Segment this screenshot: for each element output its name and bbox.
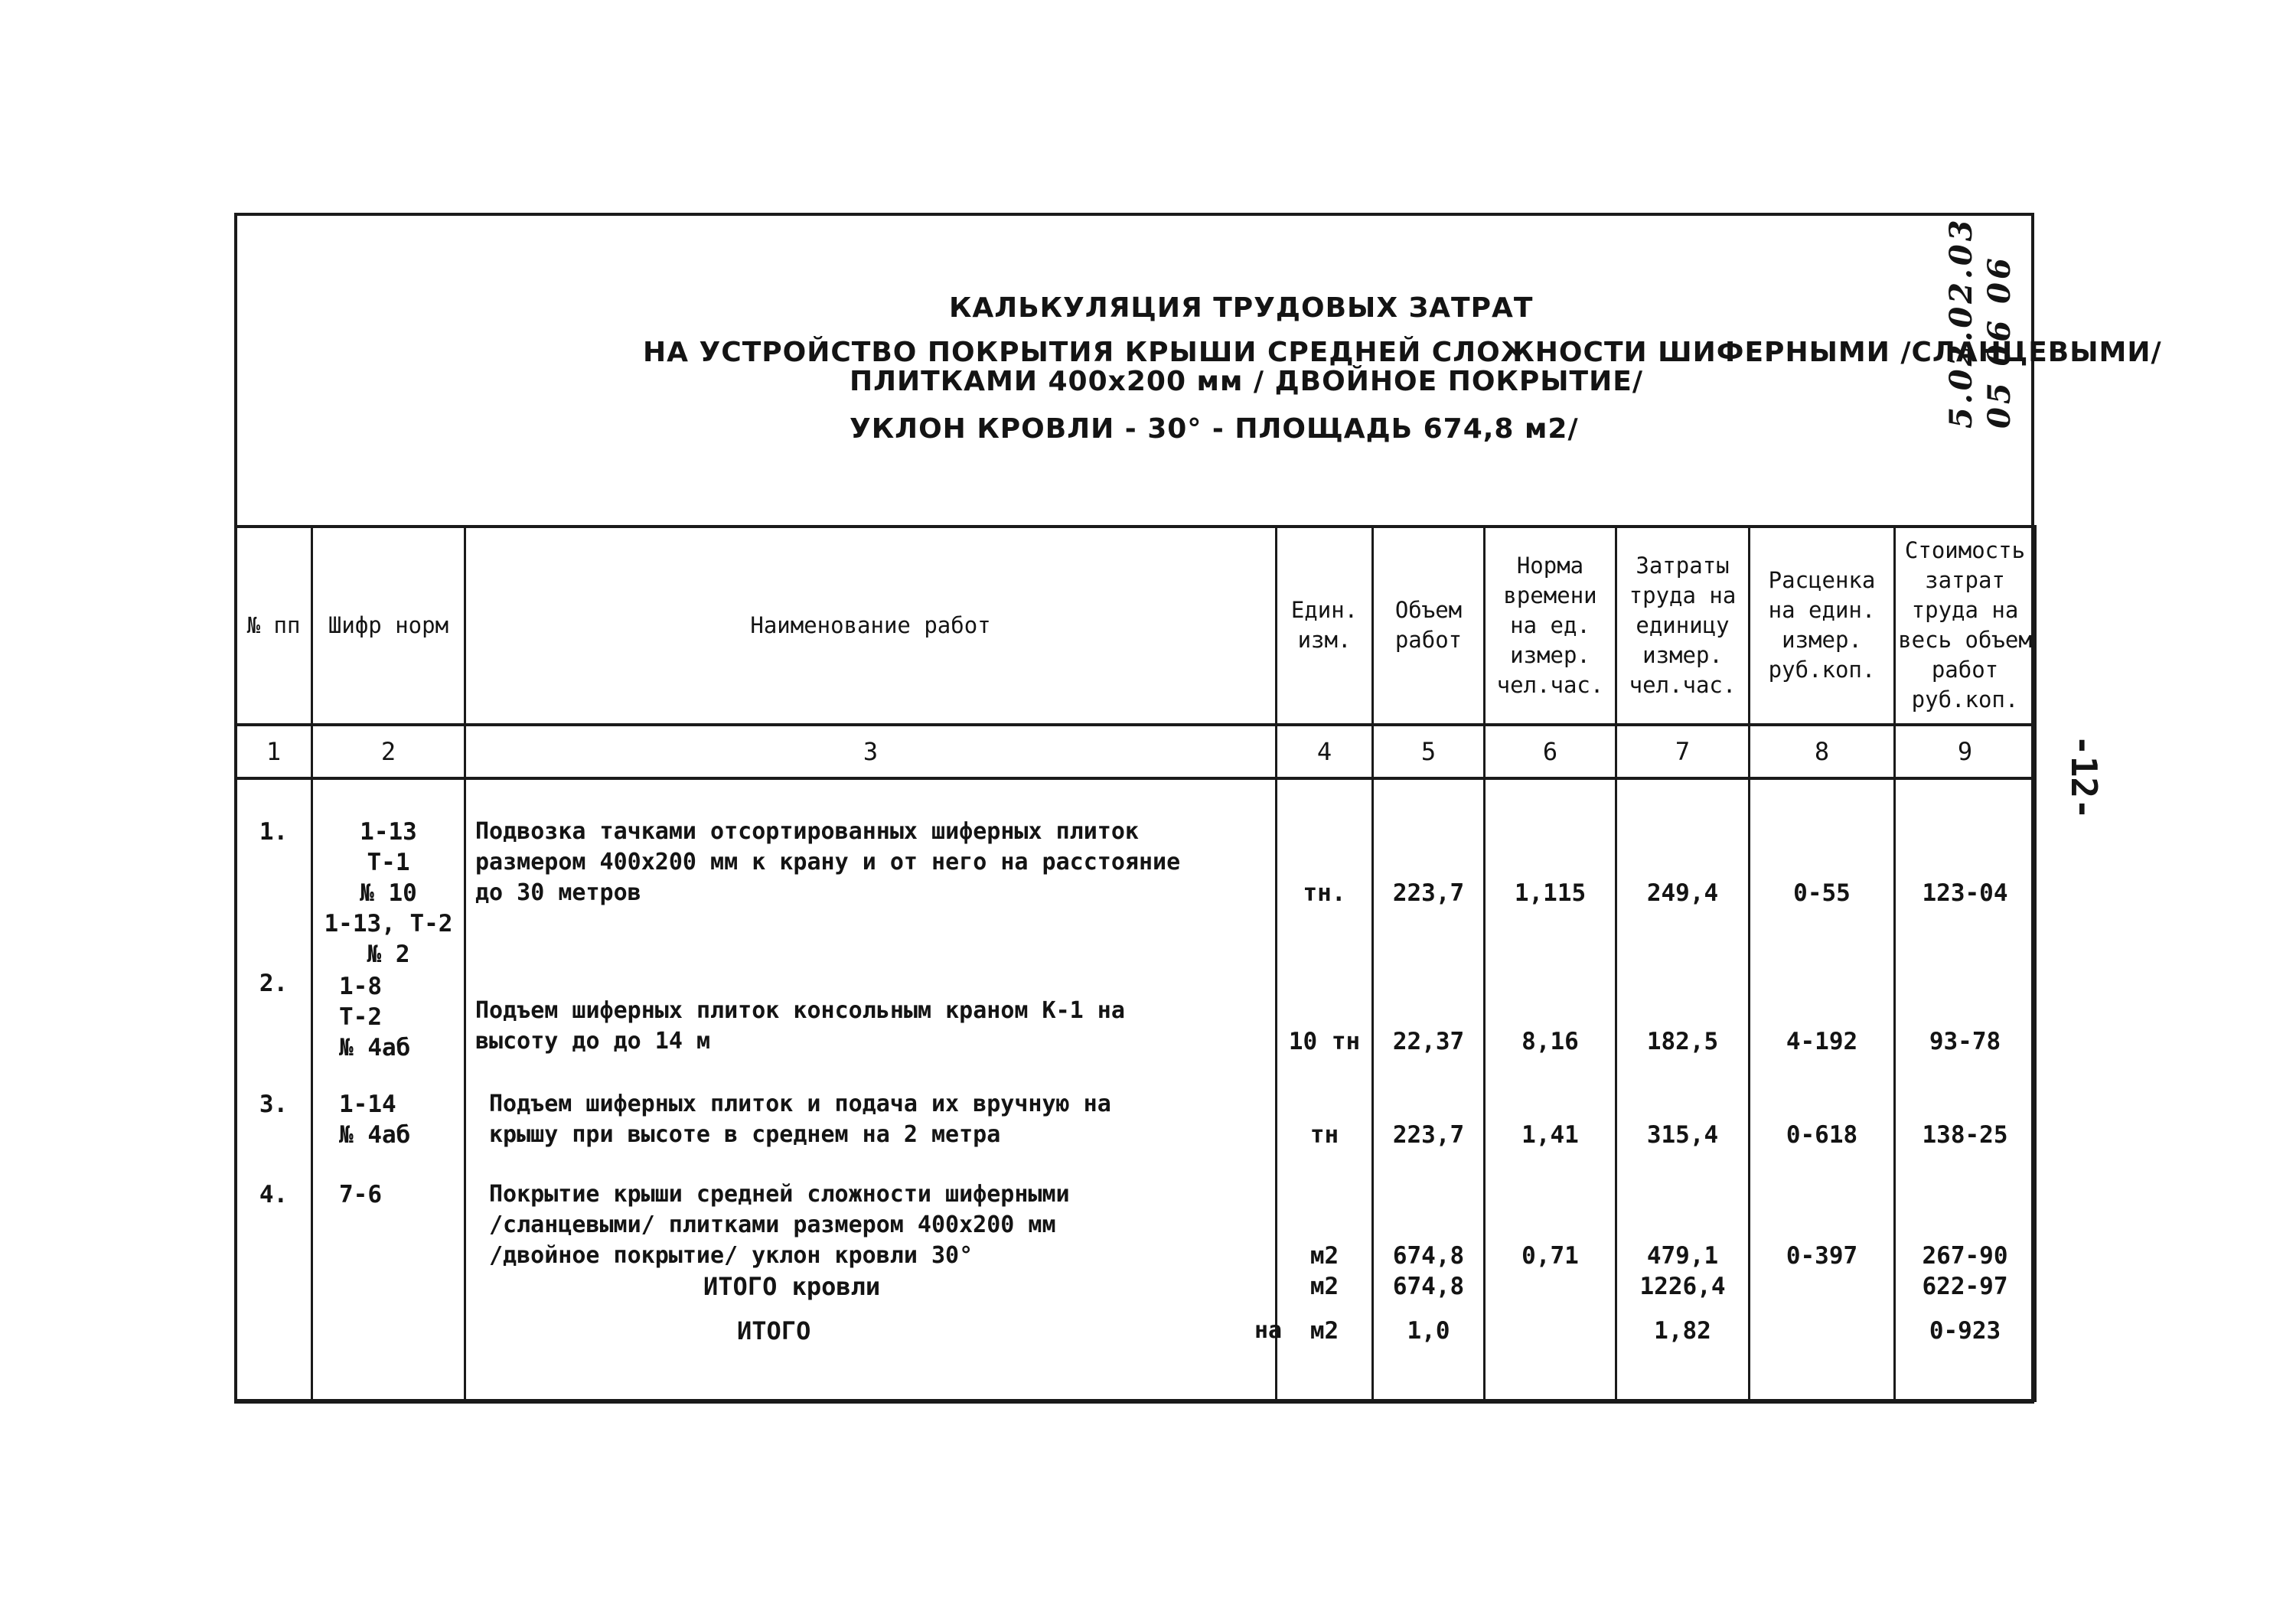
norm-code: 1-13 (360, 818, 417, 846)
work-name: Подъем шиферных плиток и подача их вручную на (489, 1091, 1111, 1118)
col-labor (1616, 778, 1750, 1402)
norm-code: Т-1 (367, 849, 410, 877)
rate: 0-397 (1786, 1242, 1858, 1270)
col-volume (1373, 778, 1485, 1402)
norm-code: Т-2 (339, 1003, 382, 1032)
unit: м2 (1309, 1273, 1339, 1301)
column-number: 2 (312, 725, 465, 778)
title-line-4: УКЛОН КРОВЛИ - 30° - ПЛОЩАДЬ 674,8 м2/ (850, 413, 1579, 445)
header-name: Наименование работ (465, 527, 1277, 725)
total-per-label: ИТОГО (737, 1316, 811, 1346)
column-number: 1 (236, 725, 312, 778)
title-line-3: ПЛИТКАМИ 400x200 мм / ДВОЙНОЕ ПОКРЫТИЕ/ (850, 366, 1643, 397)
col-code (312, 778, 465, 1402)
header-unit: Един. изм. (1277, 527, 1373, 725)
volume: 223,7 (1392, 1121, 1465, 1150)
table-header-row (236, 527, 2036, 725)
total-cost: 138-25 (1922, 1121, 2008, 1150)
norm-code: № 4аб (339, 1121, 411, 1150)
unit: тн (1309, 1121, 1339, 1150)
header-labor: Затраты труда на единицу измер. чел.час. (1616, 527, 1750, 725)
labor-cost: 1226,4 (1639, 1273, 1726, 1301)
column-number-row (236, 725, 2036, 778)
title-line-1: КАЛЬКУЛЯЦИЯ ТРУДОВЫХ ЗАТРАТ (949, 292, 1534, 324)
table-body (236, 778, 2036, 1402)
rate: 4-192 (1786, 1028, 1858, 1056)
volume: 22,37 (1392, 1028, 1465, 1056)
column-number: 7 (1616, 725, 1750, 778)
column-number: 5 (1373, 725, 1485, 778)
work-name: до 30 метров (475, 879, 641, 907)
total-cost: 622-97 (1922, 1273, 2008, 1301)
col-num (236, 778, 312, 1402)
total-cost: 123-04 (1922, 879, 2008, 908)
volume: 674,8 (1392, 1273, 1465, 1301)
norm-code: № 4аб (339, 1034, 411, 1062)
column-number: 4 (1277, 725, 1373, 778)
volume: 674,8 (1392, 1242, 1465, 1270)
labor-calculation-table (234, 525, 2037, 1402)
column-number: 3 (465, 725, 1277, 778)
norm-time: 8,16 (1521, 1028, 1579, 1056)
norm-time: 0,71 (1521, 1242, 1579, 1270)
work-name: крышу при высоте в среднем на 2 метра (489, 1121, 1001, 1149)
rate: 0-618 (1786, 1121, 1858, 1150)
unit: тн. (1303, 879, 1346, 908)
work-name: размером 400x200 мм к крану и от него на расстояние (475, 849, 1181, 876)
row-num: 4. (259, 1181, 289, 1209)
work-name: Подъем шиферных плиток консольным краном К-1 на (475, 997, 1125, 1025)
col-norm (1485, 778, 1616, 1402)
header-cost: Стоимость затрат труда на весь объем работ руб.коп. (1895, 527, 2036, 725)
work-name: /сланцевыми/ плитками размером 400x200 мм (489, 1211, 1056, 1239)
work-name: Подвозка тачками отсортированных шиферных плиток (475, 818, 1139, 846)
norm-time: 1,41 (1521, 1121, 1579, 1150)
col-rate (1750, 778, 1895, 1402)
unit: м2 (1309, 1242, 1339, 1270)
total-cost: 93-78 (1929, 1028, 2001, 1056)
labor-cost: 1,82 (1654, 1317, 1711, 1345)
work-name: /двойное покрытие/ уклон кровли 30° (489, 1242, 974, 1270)
norm-code: № 10 (360, 879, 417, 908)
col-name (465, 778, 1283, 1402)
title-line-2: НА УСТРОЙСТВО ПОКРЫТИЯ КРЫШИ СРЕДНЕЙ СЛОЖНОСТИ ШИФЕРНЫМИ /СЛАНЦЕВЫМИ/ (643, 337, 2162, 368)
volume: 1,0 (1407, 1317, 1450, 1345)
row-num: 2. (259, 970, 289, 998)
volume: 223,7 (1392, 879, 1465, 908)
column-number: 6 (1485, 725, 1616, 778)
col-unit (1277, 778, 1373, 1402)
labor-cost: 249,4 (1646, 879, 1719, 908)
total-cost: 0-923 (1929, 1317, 2001, 1345)
header-volume: Объем работ (1373, 527, 1485, 725)
header-num: № пп (236, 527, 312, 725)
header-rate: Расценка на един. измер. руб.коп. (1750, 527, 1895, 725)
norm-code: № 2 (367, 941, 410, 969)
page-number: -12- (2063, 735, 2105, 820)
document-frame (234, 213, 2162, 1404)
header-code: Шифр норм (312, 527, 465, 725)
labor-cost: 182,5 (1646, 1028, 1719, 1056)
column-number: 8 (1750, 725, 1895, 778)
norm-code: 7-6 (339, 1181, 382, 1209)
work-name: Покрытие крыши средней сложности шиферными (489, 1181, 1070, 1208)
norm-code: 1-14 (339, 1091, 396, 1119)
work-name: высоту до до 14 м (475, 1028, 711, 1055)
labor-cost: 315,4 (1646, 1121, 1719, 1150)
norm-code: 1-13, Т-2 (324, 910, 453, 938)
document-code: 5.02.02.03 05 06 06 (1943, 217, 2017, 429)
total-per-suffix: на (1254, 1317, 1283, 1345)
row-num: 1. (259, 818, 289, 846)
col-cost (1895, 778, 2036, 1402)
column-number: 9 (1895, 725, 2036, 778)
rate: 0-55 (1793, 879, 1851, 908)
total-cost: 267-90 (1922, 1242, 2008, 1270)
unit: 10 тн (1288, 1028, 1361, 1056)
header-norm: Норма времени на ед. измер. чел.час. (1485, 527, 1616, 725)
norm-code: 1-8 (339, 973, 382, 1001)
total-roof-label: ИТОГО кровли (703, 1272, 881, 1302)
labor-cost: 479,1 (1646, 1242, 1719, 1270)
norm-time: 1,115 (1514, 879, 1587, 908)
unit: м2 (1309, 1317, 1339, 1345)
row-num: 3. (259, 1091, 289, 1119)
document-header (237, 216, 2162, 530)
